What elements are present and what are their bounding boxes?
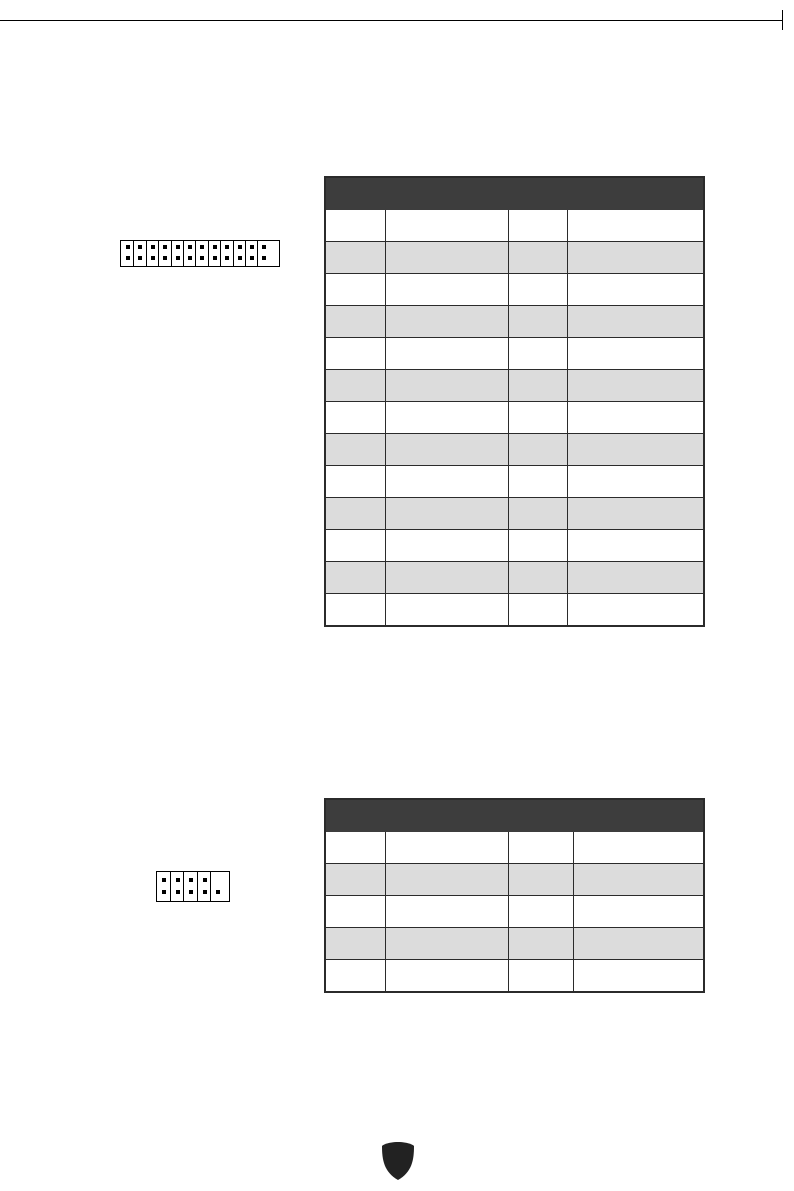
- pin: [138, 256, 142, 260]
- pin: [151, 245, 155, 249]
- pin: [213, 245, 217, 249]
- header-cell: [325, 799, 385, 832]
- table-row: [325, 896, 704, 928]
- pin: [262, 256, 266, 260]
- table-cell: [385, 370, 508, 402]
- pin: [189, 890, 193, 894]
- pin: [138, 245, 142, 249]
- table-cell: [325, 928, 385, 960]
- table-cell: [508, 466, 567, 498]
- table-cell: [385, 928, 508, 960]
- table-cell: [508, 498, 567, 530]
- table-cell: [325, 498, 385, 530]
- table-cell: [325, 434, 385, 466]
- table-cell: [567, 530, 704, 562]
- table-cell: [385, 338, 508, 370]
- pin-header-diagram-1: [120, 240, 280, 267]
- pin: [163, 245, 167, 249]
- table-cell: [567, 242, 704, 274]
- table-cell: [567, 434, 704, 466]
- pin: [250, 256, 254, 260]
- table-row: [325, 306, 704, 338]
- table-cell: [325, 960, 385, 993]
- pin-header-diagram-2: [156, 871, 230, 902]
- pin-separator: [208, 241, 209, 266]
- table-cell: [385, 832, 508, 864]
- pin: [163, 256, 167, 260]
- pin: [200, 256, 204, 260]
- pin-separator: [183, 872, 184, 901]
- pin: [126, 256, 130, 260]
- table-cell: [508, 306, 567, 338]
- pin-separator: [197, 872, 198, 901]
- pin: [225, 256, 229, 260]
- pin-separator: [146, 241, 147, 266]
- table-cell: [325, 530, 385, 562]
- table-cell: [567, 498, 704, 530]
- table-cell: [573, 960, 704, 993]
- table-cell: [508, 530, 567, 562]
- table-cell: [325, 896, 385, 928]
- shield-icon: [380, 1140, 416, 1182]
- pin: [238, 245, 242, 249]
- top-rule-line: [0, 20, 782, 21]
- table-cell: [567, 210, 704, 242]
- pin: [203, 878, 207, 882]
- table-cell: [385, 896, 508, 928]
- header-cell: [573, 799, 704, 832]
- page-top-rule: [0, 0, 794, 30]
- pin-separator: [183, 241, 184, 266]
- table-cell: [508, 960, 573, 993]
- table-cell: [573, 896, 704, 928]
- pin-separator: [195, 241, 196, 266]
- table-cell: [567, 402, 704, 434]
- table-cell: [573, 928, 704, 960]
- table-row: [325, 466, 704, 498]
- pin-separator: [245, 241, 246, 266]
- table-row: [325, 960, 704, 993]
- table-cell: [508, 928, 573, 960]
- table-cell: [325, 242, 385, 274]
- table-cell: [508, 594, 567, 627]
- table-cell: [325, 594, 385, 627]
- table-cell: [567, 306, 704, 338]
- table-row: [325, 498, 704, 530]
- pin-separator: [257, 241, 258, 266]
- pin-separator: [170, 872, 171, 901]
- table-cell: [573, 832, 704, 864]
- table-cell: [508, 274, 567, 306]
- pin-definition-table-2: [324, 798, 705, 993]
- table-row: [325, 832, 704, 864]
- table-cell: [508, 562, 567, 594]
- pin: [176, 890, 180, 894]
- table-row: [325, 530, 704, 562]
- table-row: [325, 928, 704, 960]
- header-cell: [508, 799, 573, 832]
- table-header-row: [325, 177, 704, 210]
- table-cell: [385, 274, 508, 306]
- table-cell: [508, 832, 573, 864]
- pin: [216, 890, 220, 894]
- table-cell: [385, 210, 508, 242]
- table-cell: [567, 466, 704, 498]
- header-cell: [385, 177, 508, 210]
- pin: [176, 878, 180, 882]
- pin: [126, 245, 130, 249]
- top-rule-tick: [782, 10, 783, 30]
- pin-separator: [171, 241, 172, 266]
- header-cell: [385, 799, 508, 832]
- table-row: [325, 370, 704, 402]
- table-row: [325, 402, 704, 434]
- table-cell: [385, 960, 508, 993]
- pin-definition-table-1: [324, 176, 705, 627]
- table-cell: [325, 306, 385, 338]
- table-row: [325, 274, 704, 306]
- pin: [188, 245, 192, 249]
- table-cell: [325, 864, 385, 896]
- table-cell: [385, 562, 508, 594]
- table-cell: [325, 274, 385, 306]
- table-cell: [508, 402, 567, 434]
- table-row: [325, 242, 704, 274]
- table-cell: [508, 896, 573, 928]
- table-cell: [385, 242, 508, 274]
- header-cell: [325, 177, 385, 210]
- pin: [250, 245, 254, 249]
- table-cell: [325, 466, 385, 498]
- table-cell: [325, 210, 385, 242]
- table-cell: [385, 530, 508, 562]
- pin: [200, 245, 204, 249]
- table-cell: [325, 338, 385, 370]
- pin-separator: [158, 241, 159, 266]
- table-cell: [508, 434, 567, 466]
- table-cell: [567, 370, 704, 402]
- pin-separator: [220, 241, 221, 266]
- table-cell: [385, 864, 508, 896]
- table-cell: [567, 594, 704, 627]
- pin: [151, 256, 155, 260]
- table-row: [325, 210, 704, 242]
- pin: [189, 878, 193, 882]
- table-row: [325, 434, 704, 466]
- table-cell: [508, 210, 567, 242]
- table-cell: [567, 274, 704, 306]
- pin-separator: [210, 872, 211, 901]
- table-row: [325, 594, 704, 627]
- table-cell: [325, 370, 385, 402]
- table-cell: [573, 864, 704, 896]
- table-cell: [385, 594, 508, 627]
- table-cell: [385, 306, 508, 338]
- pin: [238, 256, 242, 260]
- table-cell: [385, 434, 508, 466]
- table-row: [325, 338, 704, 370]
- header-cell: [508, 177, 567, 210]
- table-row: [325, 562, 704, 594]
- table-cell: [325, 562, 385, 594]
- table-cell: [325, 832, 385, 864]
- table-cell: [508, 242, 567, 274]
- table-row: [325, 864, 704, 896]
- pin: [176, 256, 180, 260]
- pin: [213, 256, 217, 260]
- pin: [162, 890, 166, 894]
- table-cell: [325, 402, 385, 434]
- pin-separator: [233, 241, 234, 266]
- table-cell: [385, 466, 508, 498]
- pin: [176, 245, 180, 249]
- pin: [162, 878, 166, 882]
- pin: [188, 256, 192, 260]
- pin: [203, 890, 207, 894]
- table-cell: [508, 338, 567, 370]
- table-cell: [567, 338, 704, 370]
- table-cell: [508, 370, 567, 402]
- pin: [262, 245, 266, 249]
- table-cell: [508, 864, 573, 896]
- table-cell: [567, 562, 704, 594]
- table-header-row: [325, 799, 704, 832]
- pin: [225, 245, 229, 249]
- header-cell: [567, 177, 704, 210]
- pin-separator: [133, 241, 134, 266]
- table-cell: [385, 498, 508, 530]
- table-cell: [385, 402, 508, 434]
